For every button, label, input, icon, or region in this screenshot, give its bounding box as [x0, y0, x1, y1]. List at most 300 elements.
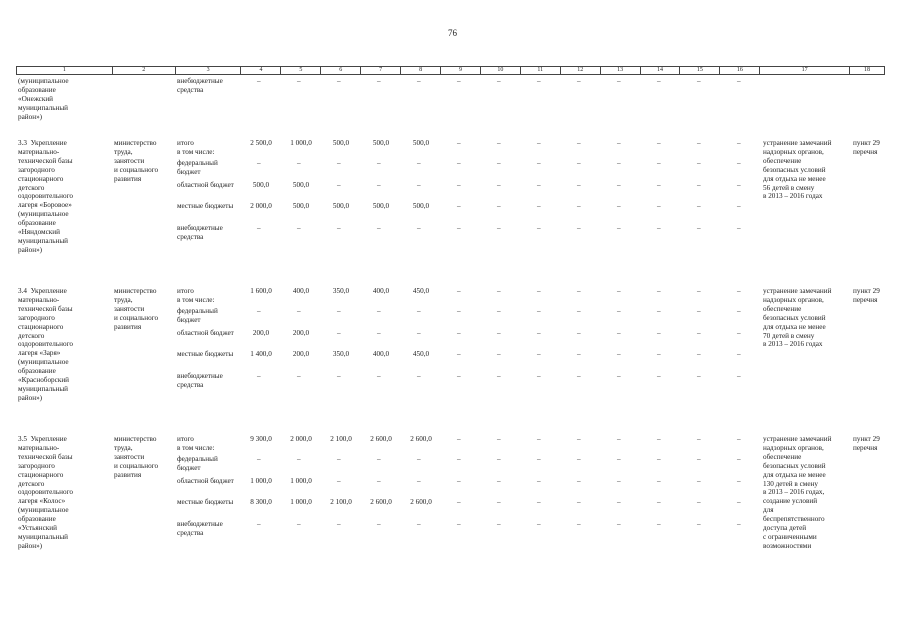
funding-amount-value: – [297, 224, 301, 233]
funding-amount-value: – [737, 435, 741, 443]
funding-amount-value: 2 600,0 [370, 498, 392, 507]
header-cell-1: 1 [17, 67, 113, 74]
funding-amount-value: – [657, 180, 661, 189]
funding-amount-value: – [497, 350, 501, 359]
municipality-text-line: (муниципальное [18, 77, 69, 85]
funding-amount-value: 500,0 [412, 202, 430, 211]
funding-source-label: областной бюджет [177, 328, 234, 337]
activity-name-line: технической базы [18, 156, 73, 165]
municipality-text-line: район») [18, 112, 43, 121]
expected-result-line: для отдыха не менее [763, 174, 826, 183]
activity-name-line: 3.5 Укрепление [18, 435, 67, 443]
funding-amount-value: – [457, 139, 461, 147]
funding-amount-value: – [537, 476, 541, 485]
funding-amount-value: – [617, 372, 621, 381]
program-table [16, 66, 885, 581]
expected-result-line: устранение замечаний [763, 139, 832, 147]
offbudget-value: – [497, 77, 501, 85]
funding-amount-value: – [537, 372, 541, 381]
funding-amount-value: 8 300,0 [250, 498, 272, 507]
funding-amount-value: – [737, 307, 741, 316]
funding-amount-value: – [537, 202, 541, 211]
funding-amount-value: 500,0 [412, 139, 430, 147]
activity-name-line: (муниципальное [18, 210, 69, 219]
expected-result-line: 130 детей в смену [763, 479, 818, 488]
activity-name-line: загородного [18, 461, 55, 470]
funding-amount-value: – [657, 224, 661, 233]
offbudget-value: – [617, 77, 621, 85]
funding-amount-value: – [577, 139, 581, 147]
funding-amount-value: – [257, 224, 261, 233]
funding-amount-value: – [737, 328, 741, 337]
activity-name-line: технической базы [18, 452, 73, 461]
expected-result-line: 56 детей в смену [763, 183, 815, 192]
funding-amount-value: – [657, 435, 661, 443]
funding-amount-value: – [457, 372, 461, 381]
expected-result-line: обеспечение [763, 156, 802, 165]
funding-amount-value: – [577, 180, 581, 189]
funding-amount-value: – [617, 328, 621, 337]
funding-amount-value: 500,0 [292, 180, 310, 189]
funding-amount-value: 1 000,0 [290, 139, 312, 147]
activity-name-line: 3.3 Укрепление [18, 139, 67, 147]
funding-amount-value: – [537, 307, 541, 316]
funding-amount-value: – [417, 476, 421, 485]
header-cell-9: 9 [441, 67, 481, 74]
funding-amount-value: – [417, 455, 421, 464]
funding-amount-value: – [497, 435, 501, 443]
funding-amount-value: 450,0 [412, 287, 430, 295]
program-block [16, 137, 885, 285]
offbudget-value: – [417, 77, 421, 85]
funding-amount-value: – [457, 476, 461, 485]
funding-amount-value: – [377, 224, 381, 233]
funding-amount-value: – [657, 350, 661, 359]
responsible-executor-line: развития [114, 322, 142, 331]
funding-source-label: в том числе: [177, 443, 215, 452]
header-cell-15: 15 [680, 67, 720, 74]
expected-result-line: надзорных органов, [763, 295, 824, 304]
funding-amount-value: – [657, 476, 661, 485]
funding-amount-value: – [257, 520, 261, 529]
funding-amount-value: – [457, 287, 461, 295]
funding-amount-value: – [617, 350, 621, 359]
funding-amount-value: 2 000,0 [290, 435, 312, 443]
responsible-executor-line: труда, [114, 147, 133, 156]
funding-amount-value: – [417, 520, 421, 529]
responsible-executor-line: министерство [114, 139, 157, 147]
funding-amount-value: – [577, 498, 581, 507]
funding-amount-value: – [297, 159, 301, 168]
activity-name-line: муниципальный [18, 236, 69, 245]
header-cell-13: 13 [601, 67, 641, 74]
activity-name-line: 3.4 Укрепление [18, 287, 67, 295]
activity-name-line: стационарного [18, 322, 64, 331]
funding-amount-value: – [737, 476, 741, 485]
funding-amount-value: – [337, 476, 341, 485]
funding-amount-value: 500,0 [252, 180, 270, 189]
offbudget-value: – [537, 77, 541, 85]
funding-amount-value: – [577, 435, 581, 443]
funding-amount-value: – [617, 139, 621, 147]
expected-result-line: обеспечение [763, 304, 802, 313]
funding-amount-value: – [417, 224, 421, 233]
activity-name-line: муниципальный [18, 532, 69, 541]
funding-source-label: внебюджетные средства [177, 224, 223, 242]
funding-amount-value: 400,0 [372, 350, 390, 359]
funding-amount-value: – [577, 476, 581, 485]
activity-name-line: стационарного [18, 470, 64, 479]
page-number: 76 [448, 28, 457, 38]
funding-amount-value: – [697, 224, 701, 233]
funding-amount-value: – [697, 139, 701, 147]
funding-amount-value: 9 300,0 [250, 435, 272, 443]
header-cell-10: 10 [481, 67, 521, 74]
funding-amount-value: – [697, 498, 701, 507]
funding-amount-value: – [737, 350, 741, 359]
expected-result-line: в 2013 – 2016 годах, [763, 488, 825, 497]
funding-amount-value: – [257, 159, 261, 168]
funding-amount-value: – [617, 455, 621, 464]
funding-amount-value: – [297, 372, 301, 381]
funding-amount-value: – [737, 520, 741, 529]
funding-amount-value: – [337, 180, 341, 189]
funding-amount-value: – [257, 372, 261, 381]
funding-amount-value: – [537, 328, 541, 337]
funding-amount-value: – [657, 202, 661, 211]
funding-amount-value: – [617, 498, 621, 507]
activity-name-line: лагеря «Боровое» [18, 201, 72, 210]
activity-name-line: образование [18, 515, 56, 524]
funding-amount-value: – [497, 159, 501, 168]
funding-source-label: итого [177, 139, 194, 147]
funding-amount-value: – [537, 520, 541, 529]
funding-amount-value: – [537, 287, 541, 295]
funding-amount-value: 200,0 [252, 328, 270, 337]
funding-amount-value: – [657, 520, 661, 529]
funding-source-label: итого [177, 435, 194, 443]
activity-name-line: детского [18, 479, 45, 488]
funding-amount-value: 1 000,0 [290, 476, 312, 485]
funding-source-label: федеральный бюджет [177, 455, 218, 473]
header-cell-3: 3 [176, 67, 242, 74]
activity-name-line: материально- [18, 443, 60, 452]
funding-amount-value: – [497, 520, 501, 529]
funding-amount-value: 500,0 [372, 202, 390, 211]
funding-amount-value: – [417, 328, 421, 337]
activity-name-line: (муниципальное [18, 506, 69, 515]
funding-amount-value: – [697, 476, 701, 485]
funding-amount-value: – [497, 202, 501, 211]
funding-amount-value: – [737, 159, 741, 168]
list-reference-line: пункт 29 [853, 435, 880, 443]
activity-name-line: детского [18, 183, 45, 192]
funding-amount-value: – [377, 455, 381, 464]
list-reference-line: перечня [853, 295, 878, 304]
activity-name-line: «Красноборский [18, 376, 70, 384]
funding-amount-value: 2 000,0 [250, 202, 272, 211]
funding-amount-value: – [537, 350, 541, 359]
funding-amount-value: – [497, 224, 501, 233]
funding-amount-value: – [457, 435, 461, 443]
list-reference-line: перечня [853, 443, 878, 452]
funding-amount-value: 2 600,0 [410, 498, 432, 507]
activity-name-line: (муниципальное [18, 358, 69, 367]
activity-name-line: образование [18, 367, 56, 376]
funding-amount-value: 2 100,0 [330, 435, 352, 443]
funding-amount-value: – [617, 159, 621, 168]
funding-amount-value: – [737, 224, 741, 233]
funding-amount-value: – [577, 202, 581, 211]
funding-amount-value: 500,0 [372, 139, 390, 147]
funding-amount-value: – [697, 328, 701, 337]
funding-amount-value: – [537, 455, 541, 464]
funding-amount-value: – [377, 520, 381, 529]
offbudget-value: – [257, 77, 261, 85]
funding-amount-value: – [457, 180, 461, 189]
responsible-executor-line: труда, [114, 443, 133, 452]
funding-amount-value: – [337, 224, 341, 233]
funding-source-label: местные бюджеты [177, 350, 234, 359]
responsible-executor-line: министерство [114, 435, 157, 443]
responsible-executor-line: и социального [114, 313, 159, 322]
funding-amount-value: – [737, 202, 741, 211]
funding-amount-value: – [537, 224, 541, 233]
funding-amount-value: – [697, 520, 701, 529]
expected-result-line: доступа детей [763, 524, 807, 532]
funding-amount-value: – [457, 328, 461, 337]
funding-amount-value: 200,0 [292, 350, 310, 359]
funding-source-label: итого [177, 287, 194, 295]
funding-amount-value: – [457, 498, 461, 507]
funding-amount-value: 2 500,0 [250, 139, 272, 147]
funding-amount-value: – [577, 224, 581, 233]
funding-amount-value: – [577, 328, 581, 337]
funding-amount-value: – [697, 180, 701, 189]
funding-amount-value: – [537, 498, 541, 507]
expected-result-line: обеспечение [763, 452, 802, 461]
funding-source-label: местные бюджеты [177, 498, 234, 507]
header-cell-4: 4 [241, 67, 281, 74]
funding-amount-value: – [617, 307, 621, 316]
funding-amount-value: – [457, 159, 461, 168]
expected-result-line: создание условий [763, 497, 818, 506]
funding-amount-value: – [657, 139, 661, 147]
offbudget-value: – [657, 77, 661, 85]
funding-amount-value: – [657, 287, 661, 295]
funding-amount-value: – [537, 435, 541, 443]
funding-amount-value: – [497, 139, 501, 147]
funding-amount-value: – [377, 328, 381, 337]
responsible-executor-line: развития [114, 174, 142, 183]
activity-name-line: оздоровительного [18, 192, 73, 201]
activity-name-line: детского [18, 331, 45, 340]
funding-amount-value: – [537, 180, 541, 189]
activity-name-line: загородного [18, 313, 55, 322]
funding-amount-value: – [457, 350, 461, 359]
funding-amount-value: – [457, 224, 461, 233]
header-cell-8: 8 [401, 67, 441, 74]
funding-amount-value: – [697, 372, 701, 381]
expected-result-line: возможностями [763, 541, 812, 550]
funding-amount-value: – [377, 307, 381, 316]
expected-result-line: безопасных условий [763, 313, 826, 322]
funding-source-label: областной бюджет [177, 476, 234, 485]
activity-name-line: лагеря «Колос» [18, 497, 66, 506]
responsible-executor-line: занятости [114, 304, 145, 313]
funding-amount-value: – [617, 476, 621, 485]
funding-amount-value: – [417, 372, 421, 381]
funding-source-label: федеральный бюджет [177, 159, 218, 177]
table-header-row [16, 66, 885, 75]
activity-name-line: район») [18, 393, 43, 402]
offbudget-value: – [297, 77, 301, 85]
header-cell-11: 11 [521, 67, 561, 74]
funding-amount-value: 500,0 [332, 139, 350, 147]
header-cell-7: 7 [361, 67, 401, 74]
funding-amount-value: – [737, 287, 741, 295]
responsible-executor-line: занятости [114, 156, 145, 165]
funding-amount-value: – [497, 455, 501, 464]
header-cell-12: 12 [561, 67, 601, 74]
responsible-executor-line: занятости [114, 452, 145, 461]
activity-name-line: технической базы [18, 304, 73, 313]
funding-amount-value: 1 000,0 [250, 476, 272, 485]
activity-name-line: материально- [18, 147, 60, 156]
municipality-text-line: муниципальный [18, 103, 69, 112]
responsible-executor-line: и социального [114, 165, 159, 174]
funding-label: внебюджетные средства [177, 77, 223, 94]
activity-name-line: «Няндомский [18, 228, 60, 236]
funding-amount-value: – [617, 435, 621, 443]
header-cell-5: 5 [281, 67, 321, 74]
header-cell-16: 16 [720, 67, 760, 74]
funding-amount-value: – [337, 372, 341, 381]
funding-amount-value: – [657, 328, 661, 337]
expected-result-line: для отдыха не менее [763, 322, 826, 331]
activity-name-line: образование [18, 219, 56, 228]
funding-amount-value: – [257, 455, 261, 464]
funding-source-label: федеральный бюджет [177, 307, 218, 325]
funding-amount-value: – [577, 372, 581, 381]
header-cell-17: 17 [760, 67, 850, 74]
funding-amount-value: – [377, 159, 381, 168]
funding-amount-value: 2 600,0 [370, 435, 392, 443]
funding-amount-value: 350,0 [332, 350, 350, 359]
expected-result-line: в 2013 – 2016 годах [763, 340, 823, 349]
funding-source-label: в том числе: [177, 295, 215, 304]
funding-source-label: местные бюджеты [177, 202, 234, 211]
activity-name-line: оздоровительного [18, 488, 73, 497]
funding-amount-value: – [697, 350, 701, 359]
funding-amount-value: 500,0 [332, 202, 350, 211]
funding-amount-value: – [457, 520, 461, 529]
activity-name-line: загородного [18, 165, 55, 174]
funding-amount-value: 500,0 [292, 202, 310, 211]
expected-result-line: устранение замечаний [763, 287, 832, 295]
funding-amount-value: – [457, 202, 461, 211]
header-cell-14: 14 [641, 67, 681, 74]
header-cell-2: 2 [113, 67, 176, 74]
funding-amount-value: 1 600,0 [250, 287, 272, 295]
funding-amount-value: – [737, 455, 741, 464]
funding-amount-value: 2 100,0 [330, 498, 352, 507]
funding-amount-value: – [497, 307, 501, 316]
funding-amount-value: – [617, 224, 621, 233]
responsible-executor-line: министерство [114, 287, 157, 295]
funding-amount-value: – [697, 287, 701, 295]
funding-amount-value: 350,0 [332, 287, 350, 295]
funding-amount-value: – [737, 139, 741, 147]
offbudget-value: – [377, 77, 381, 85]
funding-amount-value: – [497, 498, 501, 507]
funding-amount-value: 1 000,0 [290, 498, 312, 507]
expected-result-line: в 2013 – 2016 годах [763, 192, 823, 201]
offbudget-value: – [457, 77, 461, 85]
funding-amount-value: 200,0 [292, 328, 310, 337]
funding-amount-value: 400,0 [372, 287, 390, 295]
responsible-executor-line: труда, [114, 295, 133, 304]
activity-name-line: район») [18, 541, 43, 550]
funding-amount-value: – [337, 307, 341, 316]
funding-amount-value: – [457, 307, 461, 316]
funding-amount-value: – [577, 350, 581, 359]
responsible-executor-line: развития [114, 470, 142, 479]
carry-over-row [16, 75, 885, 137]
funding-amount-value: – [577, 520, 581, 529]
expected-result-line: устранение замечаний [763, 435, 832, 443]
funding-amount-value: – [497, 287, 501, 295]
funding-amount-value: – [337, 159, 341, 168]
funding-amount-value: – [337, 455, 341, 464]
offbudget-value: – [697, 77, 701, 85]
expected-result-line: беспрепятственного [763, 515, 825, 524]
program-block [16, 285, 885, 433]
expected-result-line: для [763, 506, 774, 515]
funding-amount-value: – [377, 372, 381, 381]
funding-amount-value: – [617, 180, 621, 189]
activity-name-line: лагеря «Заря» [18, 349, 61, 358]
funding-source-label: в том числе: [177, 147, 215, 156]
funding-amount-value: 400,0 [292, 287, 310, 295]
funding-amount-value: – [697, 307, 701, 316]
funding-amount-value: – [457, 455, 461, 464]
funding-amount-value: – [657, 159, 661, 168]
offbudget-value: – [577, 77, 581, 85]
expected-result-line: для отдыха не менее [763, 470, 826, 479]
funding-amount-value: 2 600,0 [410, 435, 432, 443]
expected-result-line: надзорных органов, [763, 147, 824, 156]
funding-amount-value: – [417, 180, 421, 189]
funding-amount-value: – [497, 328, 501, 337]
activity-name-line: материально- [18, 295, 60, 304]
funding-amount-value: – [577, 287, 581, 295]
funding-amount-value: 450,0 [412, 350, 430, 359]
funding-amount-value: – [657, 372, 661, 381]
funding-amount-value: – [697, 202, 701, 211]
funding-source-label: областной бюджет [177, 180, 234, 189]
funding-amount-value: – [417, 307, 421, 316]
funding-amount-value: – [297, 520, 301, 529]
funding-amount-value: – [697, 159, 701, 168]
expected-result-line: надзорных органов, [763, 443, 824, 452]
funding-amount-value: – [577, 455, 581, 464]
funding-source-label: внебюджетные средства [177, 372, 223, 390]
program-block [16, 433, 885, 581]
funding-amount-value: – [497, 372, 501, 381]
funding-amount-value: – [537, 159, 541, 168]
funding-amount-value: – [337, 328, 341, 337]
